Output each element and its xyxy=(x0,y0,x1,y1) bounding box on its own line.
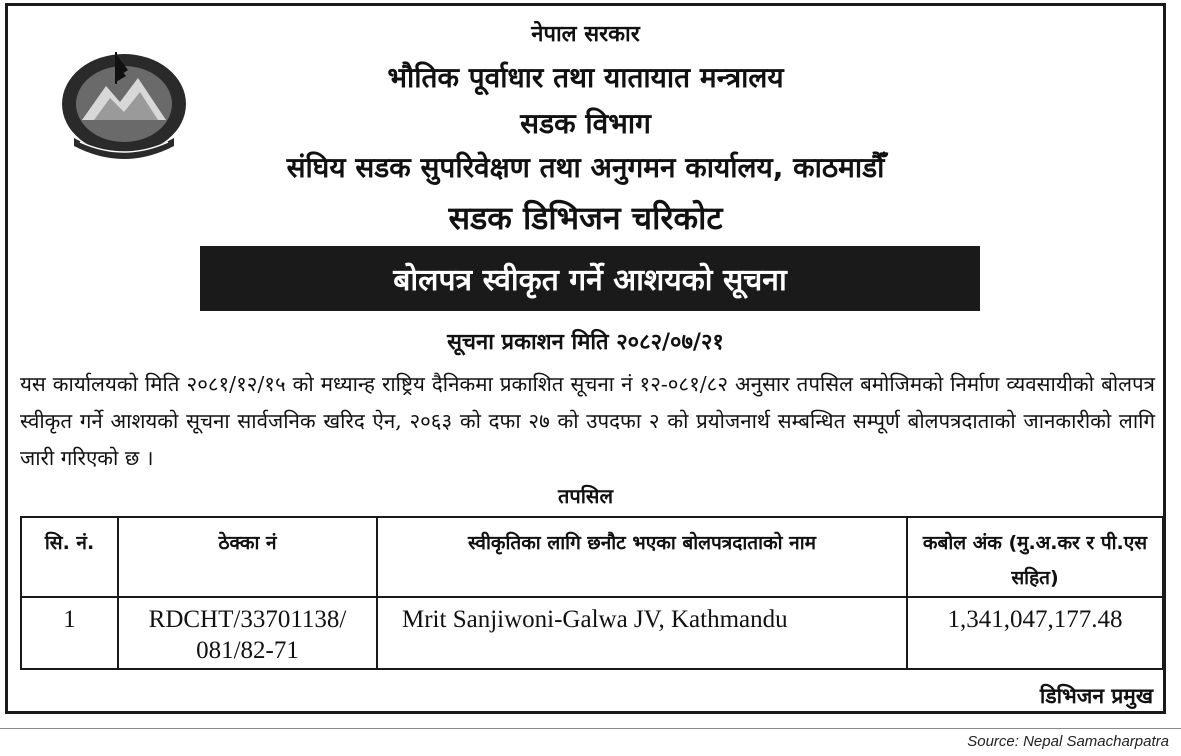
header-department: सडक विभाग xyxy=(520,107,651,140)
table-header-row xyxy=(21,517,1163,597)
notice-title: बोलपत्र स्वीकृत गर्ने आशयको सूचना xyxy=(393,263,787,298)
source-credit: Source: Nepal Samacharpatra xyxy=(967,733,1169,750)
col-header-sn: सि. नं. xyxy=(21,517,118,597)
publication-date: सूचना प्रकाशन मिति २०८२/०७/२१ xyxy=(447,330,724,355)
signoff-division-chief: डिभिजन प्रमुख xyxy=(1039,684,1153,708)
cell-sn: 1 xyxy=(21,597,118,669)
header-office: संघिय सडक सुपरिवेक्षण तथा अनुगमन कार्यालय, काठमाडौँ xyxy=(286,151,885,184)
footer-divider xyxy=(0,728,1181,729)
col-header-bid-amount: कबोल अंक (मु.अ.कर र पी.एस सहित) xyxy=(907,517,1163,597)
col-header-contract-no: ठेक्का नं xyxy=(118,517,377,597)
notice-document xyxy=(5,3,1166,714)
cell-bidder-name: Mrit Sanjiwoni-Galwa JV, Kathmandu xyxy=(377,597,907,669)
notice-body: यस कार्यालयको मिति २०८१/१२/१५ को मध्यान्ह राष्ट्रिय दैनिकमा प्रकाशित सूचना नं १२-०८१/८२ अनुसार तपसिल बमोजिमको निर्माण व्यवसायीको बोलपत्र स्वीकृत गर्ने आशयको सूचना सार्वजनिक खरिद ऐन, २०६३ को दफा २७ को उपदफा २ को प्रयोजनार्थ सम्बन्धित सम्पूर्ण बोलपत्रदाताको जानकारीको लागि जारी गरिएको छ । xyxy=(20,372,1155,470)
col-header-bidder-name: स्वीकृतिका लागि छनौट भएका बोलपत्रदाताको नाम xyxy=(377,517,907,597)
cell-contract-no: RDCHT/33701138/ 081/82-71 xyxy=(118,597,377,669)
bid-table xyxy=(20,516,1164,670)
header-government: नेपाल सरकार xyxy=(531,22,640,47)
details-heading: तपसिल xyxy=(557,484,614,508)
header-ministry: भौतिक पूर्वाधार तथा यातायात मन्त्रालय xyxy=(387,61,784,94)
header-division: सडक डिभिजन चरिकोट xyxy=(448,199,723,237)
notice-title-bar xyxy=(200,246,980,311)
table-row xyxy=(21,597,1163,669)
cell-bid-amount: 1,341,047,177.48 xyxy=(907,597,1163,669)
